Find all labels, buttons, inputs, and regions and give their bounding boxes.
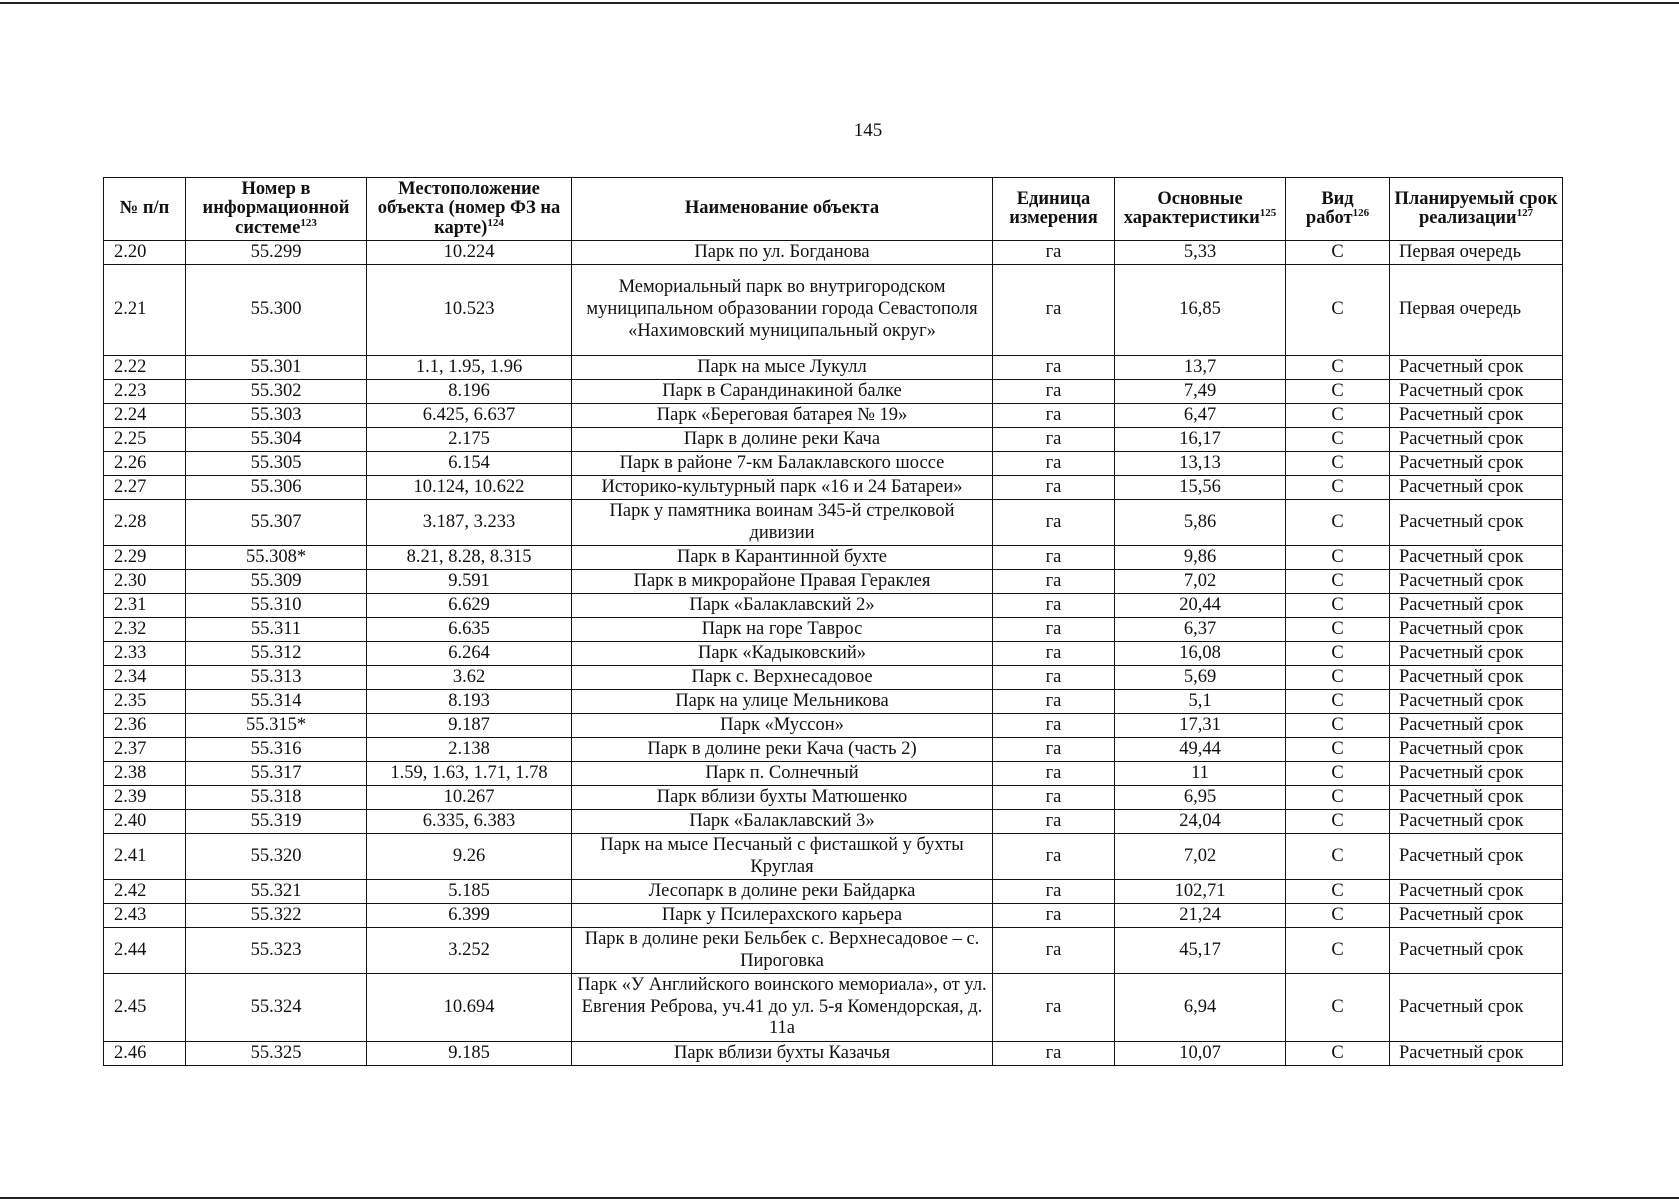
cell-system-id: 55.320 <box>186 834 367 880</box>
cell-term: Расчетный срок <box>1390 666 1563 690</box>
cell-characteristic: 16,08 <box>1115 642 1286 666</box>
cell-work-type: С <box>1286 880 1390 904</box>
cell-unit: га <box>993 570 1115 594</box>
cell-system-id: 55.321 <box>186 880 367 904</box>
cell-number: 2.40 <box>104 810 186 834</box>
cell-unit: га <box>993 904 1115 928</box>
cell-characteristic: 49,44 <box>1115 738 1286 762</box>
cell-object-name: Лесопарк в долине реки Байдарка <box>572 880 993 904</box>
cell-object-name: Парк п. Солнечный <box>572 762 993 786</box>
table-row <box>104 738 1563 762</box>
cell-number: 2.30 <box>104 570 186 594</box>
cell-characteristic: 7,49 <box>1115 380 1286 404</box>
cell-system-id: 55.306 <box>186 476 367 500</box>
cell-characteristic: 21,24 <box>1115 904 1286 928</box>
cell-number: 2.34 <box>104 666 186 690</box>
cell-term: Расчетный срок <box>1390 546 1563 570</box>
objects-table <box>103 177 1563 1066</box>
table-row <box>104 452 1563 476</box>
cell-object-name: Парк у памятника воинам 345-й стрелковой дивизии <box>572 500 993 546</box>
cell-location: 8.193 <box>367 690 572 714</box>
cell-work-type: С <box>1286 380 1390 404</box>
cell-unit: га <box>993 356 1115 380</box>
cell-term: Расчетный срок <box>1390 1042 1563 1066</box>
cell-characteristic: 15,56 <box>1115 476 1286 500</box>
cell-characteristic: 9,86 <box>1115 546 1286 570</box>
cell-object-name: Парк по ул. Богданова <box>572 241 993 265</box>
cell-location: 9.187 <box>367 714 572 738</box>
cell-unit: га <box>993 666 1115 690</box>
cell-object-name: Парк вблизи бухты Казачья <box>572 1042 993 1066</box>
cell-object-name: Парк в долине реки Кача (часть 2) <box>572 738 993 762</box>
cell-unit: га <box>993 241 1115 265</box>
cell-unit: га <box>993 618 1115 642</box>
cell-unit: га <box>993 452 1115 476</box>
cell-work-type: С <box>1286 265 1390 356</box>
cell-unit: га <box>993 738 1115 762</box>
table-row <box>104 356 1563 380</box>
cell-unit: га <box>993 594 1115 618</box>
cell-object-name: Парк в долине реки Кача <box>572 428 993 452</box>
table-row <box>104 546 1563 570</box>
cell-characteristic: 5,69 <box>1115 666 1286 690</box>
cell-location: 1.1, 1.95, 1.96 <box>367 356 572 380</box>
cell-number: 2.36 <box>104 714 186 738</box>
cell-number: 2.22 <box>104 356 186 380</box>
cell-work-type: С <box>1286 642 1390 666</box>
header-number: № п/п <box>104 178 186 241</box>
header-work-type: Вид работ$^{126}$ <box>1286 178 1390 241</box>
table-row <box>104 762 1563 786</box>
cell-term: Расчетный срок <box>1390 452 1563 476</box>
cell-location: 9.591 <box>367 570 572 594</box>
cell-system-id: 55.311 <box>186 618 367 642</box>
cell-system-id: 55.324 <box>186 974 367 1042</box>
cell-unit: га <box>993 786 1115 810</box>
cell-system-id: 55.308* <box>186 546 367 570</box>
cell-work-type: С <box>1286 546 1390 570</box>
cell-term: Расчетный срок <box>1390 476 1563 500</box>
cell-unit: га <box>993 380 1115 404</box>
cell-characteristic: 6,37 <box>1115 618 1286 642</box>
cell-characteristic: 10,07 <box>1115 1042 1286 1066</box>
cell-object-name: Парк у Псилерахского карьера <box>572 904 993 928</box>
cell-term: Расчетный срок <box>1390 738 1563 762</box>
cell-number: 2.37 <box>104 738 186 762</box>
cell-location: 9.26 <box>367 834 572 880</box>
cell-number: 2.43 <box>104 904 186 928</box>
cell-object-name: Парк на горе Таврос <box>572 618 993 642</box>
cell-location: 6.154 <box>367 452 572 476</box>
cell-work-type: С <box>1286 241 1390 265</box>
table-row <box>104 690 1563 714</box>
cell-location: 10.694 <box>367 974 572 1042</box>
cell-object-name: Парк в долине реки Бельбек с. Верхнесадовое – с. Пироговка <box>572 928 993 974</box>
cell-work-type: С <box>1286 738 1390 762</box>
cell-term: Первая очередь <box>1390 265 1563 356</box>
table-body <box>104 241 1563 1066</box>
cell-characteristic: 45,17 <box>1115 928 1286 974</box>
cell-number: 2.44 <box>104 928 186 974</box>
cell-work-type: С <box>1286 404 1390 428</box>
table-row <box>104 834 1563 880</box>
cell-number: 2.25 <box>104 428 186 452</box>
cell-term: Расчетный срок <box>1390 642 1563 666</box>
cell-work-type: С <box>1286 974 1390 1042</box>
cell-object-name: Парк в Карантинной бухте <box>572 546 993 570</box>
cell-term: Расчетный срок <box>1390 356 1563 380</box>
cell-location: 3.62 <box>367 666 572 690</box>
cell-work-type: С <box>1286 1042 1390 1066</box>
table-row <box>104 642 1563 666</box>
cell-number: 2.45 <box>104 974 186 1042</box>
cell-work-type: С <box>1286 570 1390 594</box>
cell-location: 6.399 <box>367 904 572 928</box>
cell-number: 2.41 <box>104 834 186 880</box>
cell-unit: га <box>993 690 1115 714</box>
cell-unit: га <box>993 810 1115 834</box>
cell-term: Расчетный срок <box>1390 880 1563 904</box>
cell-work-type: С <box>1286 428 1390 452</box>
cell-characteristic: 16,85 <box>1115 265 1286 356</box>
cell-unit: га <box>993 404 1115 428</box>
cell-unit: га <box>993 880 1115 904</box>
cell-characteristic: 11 <box>1115 762 1286 786</box>
cell-system-id: 55.304 <box>186 428 367 452</box>
cell-number: 2.32 <box>104 618 186 642</box>
cell-work-type: С <box>1286 618 1390 642</box>
cell-object-name: Парк «Береговая батарея № 19» <box>572 404 993 428</box>
cell-location: 10.267 <box>367 786 572 810</box>
cell-system-id: 55.317 <box>186 762 367 786</box>
table-row <box>104 241 1563 265</box>
table-row <box>104 500 1563 546</box>
cell-number: 2.20 <box>104 241 186 265</box>
cell-term: Расчетный срок <box>1390 904 1563 928</box>
cell-system-id: 55.310 <box>186 594 367 618</box>
cell-work-type: С <box>1286 476 1390 500</box>
cell-term: Расчетный срок <box>1390 762 1563 786</box>
cell-location: 3.187, 3.233 <box>367 500 572 546</box>
cell-characteristic: 13,7 <box>1115 356 1286 380</box>
cell-system-id: 55.300 <box>186 265 367 356</box>
header-characteristics: Основные характеристики$^{125}$ <box>1115 178 1286 241</box>
cell-term: Первая очередь <box>1390 241 1563 265</box>
cell-work-type: С <box>1286 786 1390 810</box>
table-row <box>104 404 1563 428</box>
cell-characteristic: 13,13 <box>1115 452 1286 476</box>
cell-number: 2.33 <box>104 642 186 666</box>
header-system-id: Номер в информационной системе$^{123}$ <box>186 178 367 241</box>
cell-unit: га <box>993 500 1115 546</box>
cell-work-type: С <box>1286 834 1390 880</box>
cell-term: Расчетный срок <box>1390 570 1563 594</box>
scan-edge-bottom <box>0 1197 1679 1199</box>
cell-characteristic: 16,17 <box>1115 428 1286 452</box>
cell-object-name: Парк «Муссон» <box>572 714 993 738</box>
cell-unit: га <box>993 974 1115 1042</box>
table-row <box>104 786 1563 810</box>
cell-characteristic: 5,1 <box>1115 690 1286 714</box>
cell-location: 6.425, 6.637 <box>367 404 572 428</box>
cell-unit: га <box>993 762 1115 786</box>
cell-term: Расчетный срок <box>1390 714 1563 738</box>
table-row <box>104 974 1563 1042</box>
cell-location: 10.124, 10.622 <box>367 476 572 500</box>
cell-characteristic: 5,33 <box>1115 241 1286 265</box>
cell-term: Расчетный срок <box>1390 428 1563 452</box>
cell-number: 2.38 <box>104 762 186 786</box>
table-row <box>104 570 1563 594</box>
cell-term: Расчетный срок <box>1390 834 1563 880</box>
cell-work-type: С <box>1286 594 1390 618</box>
cell-location: 6.264 <box>367 642 572 666</box>
cell-number: 2.28 <box>104 500 186 546</box>
header-term: Планируемый срок реализации$^{127}$ <box>1390 178 1563 241</box>
cell-term: Расчетный срок <box>1390 974 1563 1042</box>
cell-work-type: С <box>1286 928 1390 974</box>
cell-system-id: 55.325 <box>186 1042 367 1066</box>
cell-object-name: Парк «Балаклавский 2» <box>572 594 993 618</box>
cell-system-id: 55.319 <box>186 810 367 834</box>
table-row <box>104 476 1563 500</box>
table-row <box>104 380 1563 404</box>
cell-work-type: С <box>1286 810 1390 834</box>
cell-term: Расчетный срок <box>1390 618 1563 642</box>
cell-characteristic: 7,02 <box>1115 570 1286 594</box>
cell-characteristic: 6,95 <box>1115 786 1286 810</box>
cell-location: 6.629 <box>367 594 572 618</box>
cell-system-id: 55.318 <box>186 786 367 810</box>
cell-system-id: 55.302 <box>186 380 367 404</box>
cell-system-id: 55.323 <box>186 928 367 974</box>
cell-number: 2.26 <box>104 452 186 476</box>
cell-system-id: 55.301 <box>186 356 367 380</box>
cell-work-type: С <box>1286 452 1390 476</box>
cell-object-name: Парк на мысе Песчаный с фисташкой у бухты Круглая <box>572 834 993 880</box>
cell-characteristic: 5,86 <box>1115 500 1286 546</box>
cell-location: 6.635 <box>367 618 572 642</box>
cell-object-name: Парк в Сарандинакиной балке <box>572 380 993 404</box>
cell-location: 1.59, 1.63, 1.71, 1.78 <box>367 762 572 786</box>
cell-system-id: 55.313 <box>186 666 367 690</box>
cell-term: Расчетный срок <box>1390 928 1563 974</box>
cell-system-id: 55.303 <box>186 404 367 428</box>
table-row <box>104 265 1563 356</box>
table-row <box>104 594 1563 618</box>
cell-location: 2.175 <box>367 428 572 452</box>
table-row <box>104 928 1563 974</box>
cell-unit: га <box>993 546 1115 570</box>
cell-system-id: 55.314 <box>186 690 367 714</box>
cell-term: Расчетный срок <box>1390 594 1563 618</box>
table-row <box>104 810 1563 834</box>
cell-system-id: 55.312 <box>186 642 367 666</box>
cell-system-id: 55.322 <box>186 904 367 928</box>
cell-object-name: Парк с. Верхнесадовое <box>572 666 993 690</box>
cell-number: 2.24 <box>104 404 186 428</box>
header-object-name: Наименование объекта <box>572 178 993 241</box>
table-row <box>104 880 1563 904</box>
cell-location: 3.252 <box>367 928 572 974</box>
cell-term: Расчетный срок <box>1390 500 1563 546</box>
table-row <box>104 666 1563 690</box>
scan-edge-top <box>0 2 1679 4</box>
cell-object-name: Историко-культурный парк «16 и 24 Батареи» <box>572 476 993 500</box>
cell-location: 10.224 <box>367 241 572 265</box>
cell-term: Расчетный срок <box>1390 810 1563 834</box>
cell-unit: га <box>993 834 1115 880</box>
cell-characteristic: 6,47 <box>1115 404 1286 428</box>
cell-object-name: Парк «Балаклавский 3» <box>572 810 993 834</box>
cell-number: 2.46 <box>104 1042 186 1066</box>
cell-characteristic: 24,04 <box>1115 810 1286 834</box>
cell-work-type: С <box>1286 904 1390 928</box>
table-header-row <box>104 178 1563 241</box>
cell-term: Расчетный срок <box>1390 786 1563 810</box>
cell-object-name: Парк вблизи бухты Матюшенко <box>572 786 993 810</box>
cell-object-name: Мемориальный парк во внутригородском муниципальном образовании города Севастополя «Нахимовский муниципальный округ» <box>572 265 993 356</box>
cell-location: 2.138 <box>367 738 572 762</box>
cell-location: 9.185 <box>367 1042 572 1066</box>
table-row <box>104 714 1563 738</box>
cell-characteristic: 20,44 <box>1115 594 1286 618</box>
table-row <box>104 428 1563 452</box>
table-row <box>104 904 1563 928</box>
table-row <box>104 1042 1563 1066</box>
cell-number: 2.35 <box>104 690 186 714</box>
cell-work-type: С <box>1286 762 1390 786</box>
cell-number: 2.27 <box>104 476 186 500</box>
cell-number: 2.39 <box>104 786 186 810</box>
cell-characteristic: 7,02 <box>1115 834 1286 880</box>
cell-term: Расчетный срок <box>1390 404 1563 428</box>
cell-work-type: С <box>1286 500 1390 546</box>
cell-work-type: С <box>1286 690 1390 714</box>
cell-number: 2.42 <box>104 880 186 904</box>
cell-system-id: 55.316 <box>186 738 367 762</box>
cell-work-type: С <box>1286 356 1390 380</box>
cell-characteristic: 17,31 <box>1115 714 1286 738</box>
cell-number: 2.29 <box>104 546 186 570</box>
cell-unit: га <box>993 265 1115 356</box>
cell-object-name: Парк на улице Мельникова <box>572 690 993 714</box>
table-row <box>104 618 1563 642</box>
cell-characteristic: 6,94 <box>1115 974 1286 1042</box>
cell-work-type: С <box>1286 714 1390 738</box>
cell-term: Расчетный срок <box>1390 690 1563 714</box>
cell-object-name: Парк на мысе Лукулл <box>572 356 993 380</box>
cell-system-id: 55.315* <box>186 714 367 738</box>
cell-location: 10.523 <box>367 265 572 356</box>
cell-object-name: Парк «У Английского воинского мемориала», от ул. Евгения Реброва, уч.41 до ул. 5-я Комендорская, д. 11а <box>572 974 993 1042</box>
cell-unit: га <box>993 714 1115 738</box>
header-location: Местоположение объекта (номер ФЗ на карте)$^{124}$ <box>367 178 572 241</box>
cell-number: 2.21 <box>104 265 186 356</box>
cell-unit: га <box>993 476 1115 500</box>
cell-unit: га <box>993 928 1115 974</box>
cell-characteristic: 102,71 <box>1115 880 1286 904</box>
cell-location: 6.335, 6.383 <box>367 810 572 834</box>
cell-system-id: 55.307 <box>186 500 367 546</box>
cell-system-id: 55.305 <box>186 452 367 476</box>
cell-object-name: Парк в микрорайоне Правая Гераклея <box>572 570 993 594</box>
cell-location: 8.21, 8.28, 8.315 <box>367 546 572 570</box>
cell-system-id: 55.299 <box>186 241 367 265</box>
cell-unit: га <box>993 1042 1115 1066</box>
cell-location: 5.185 <box>367 880 572 904</box>
cell-object-name: Парк в районе 7-км Балаклавского шоссе <box>572 452 993 476</box>
cell-object-name: Парк «Кадыковский» <box>572 642 993 666</box>
cell-unit: га <box>993 428 1115 452</box>
cell-work-type: С <box>1286 666 1390 690</box>
cell-number: 2.31 <box>104 594 186 618</box>
cell-unit: га <box>993 642 1115 666</box>
page-number: 145 <box>853 120 883 141</box>
cell-number: 2.23 <box>104 380 186 404</box>
cell-term: Расчетный срок <box>1390 380 1563 404</box>
cell-location: 8.196 <box>367 380 572 404</box>
header-unit: Единица измерения <box>993 178 1115 241</box>
cell-system-id: 55.309 <box>186 570 367 594</box>
